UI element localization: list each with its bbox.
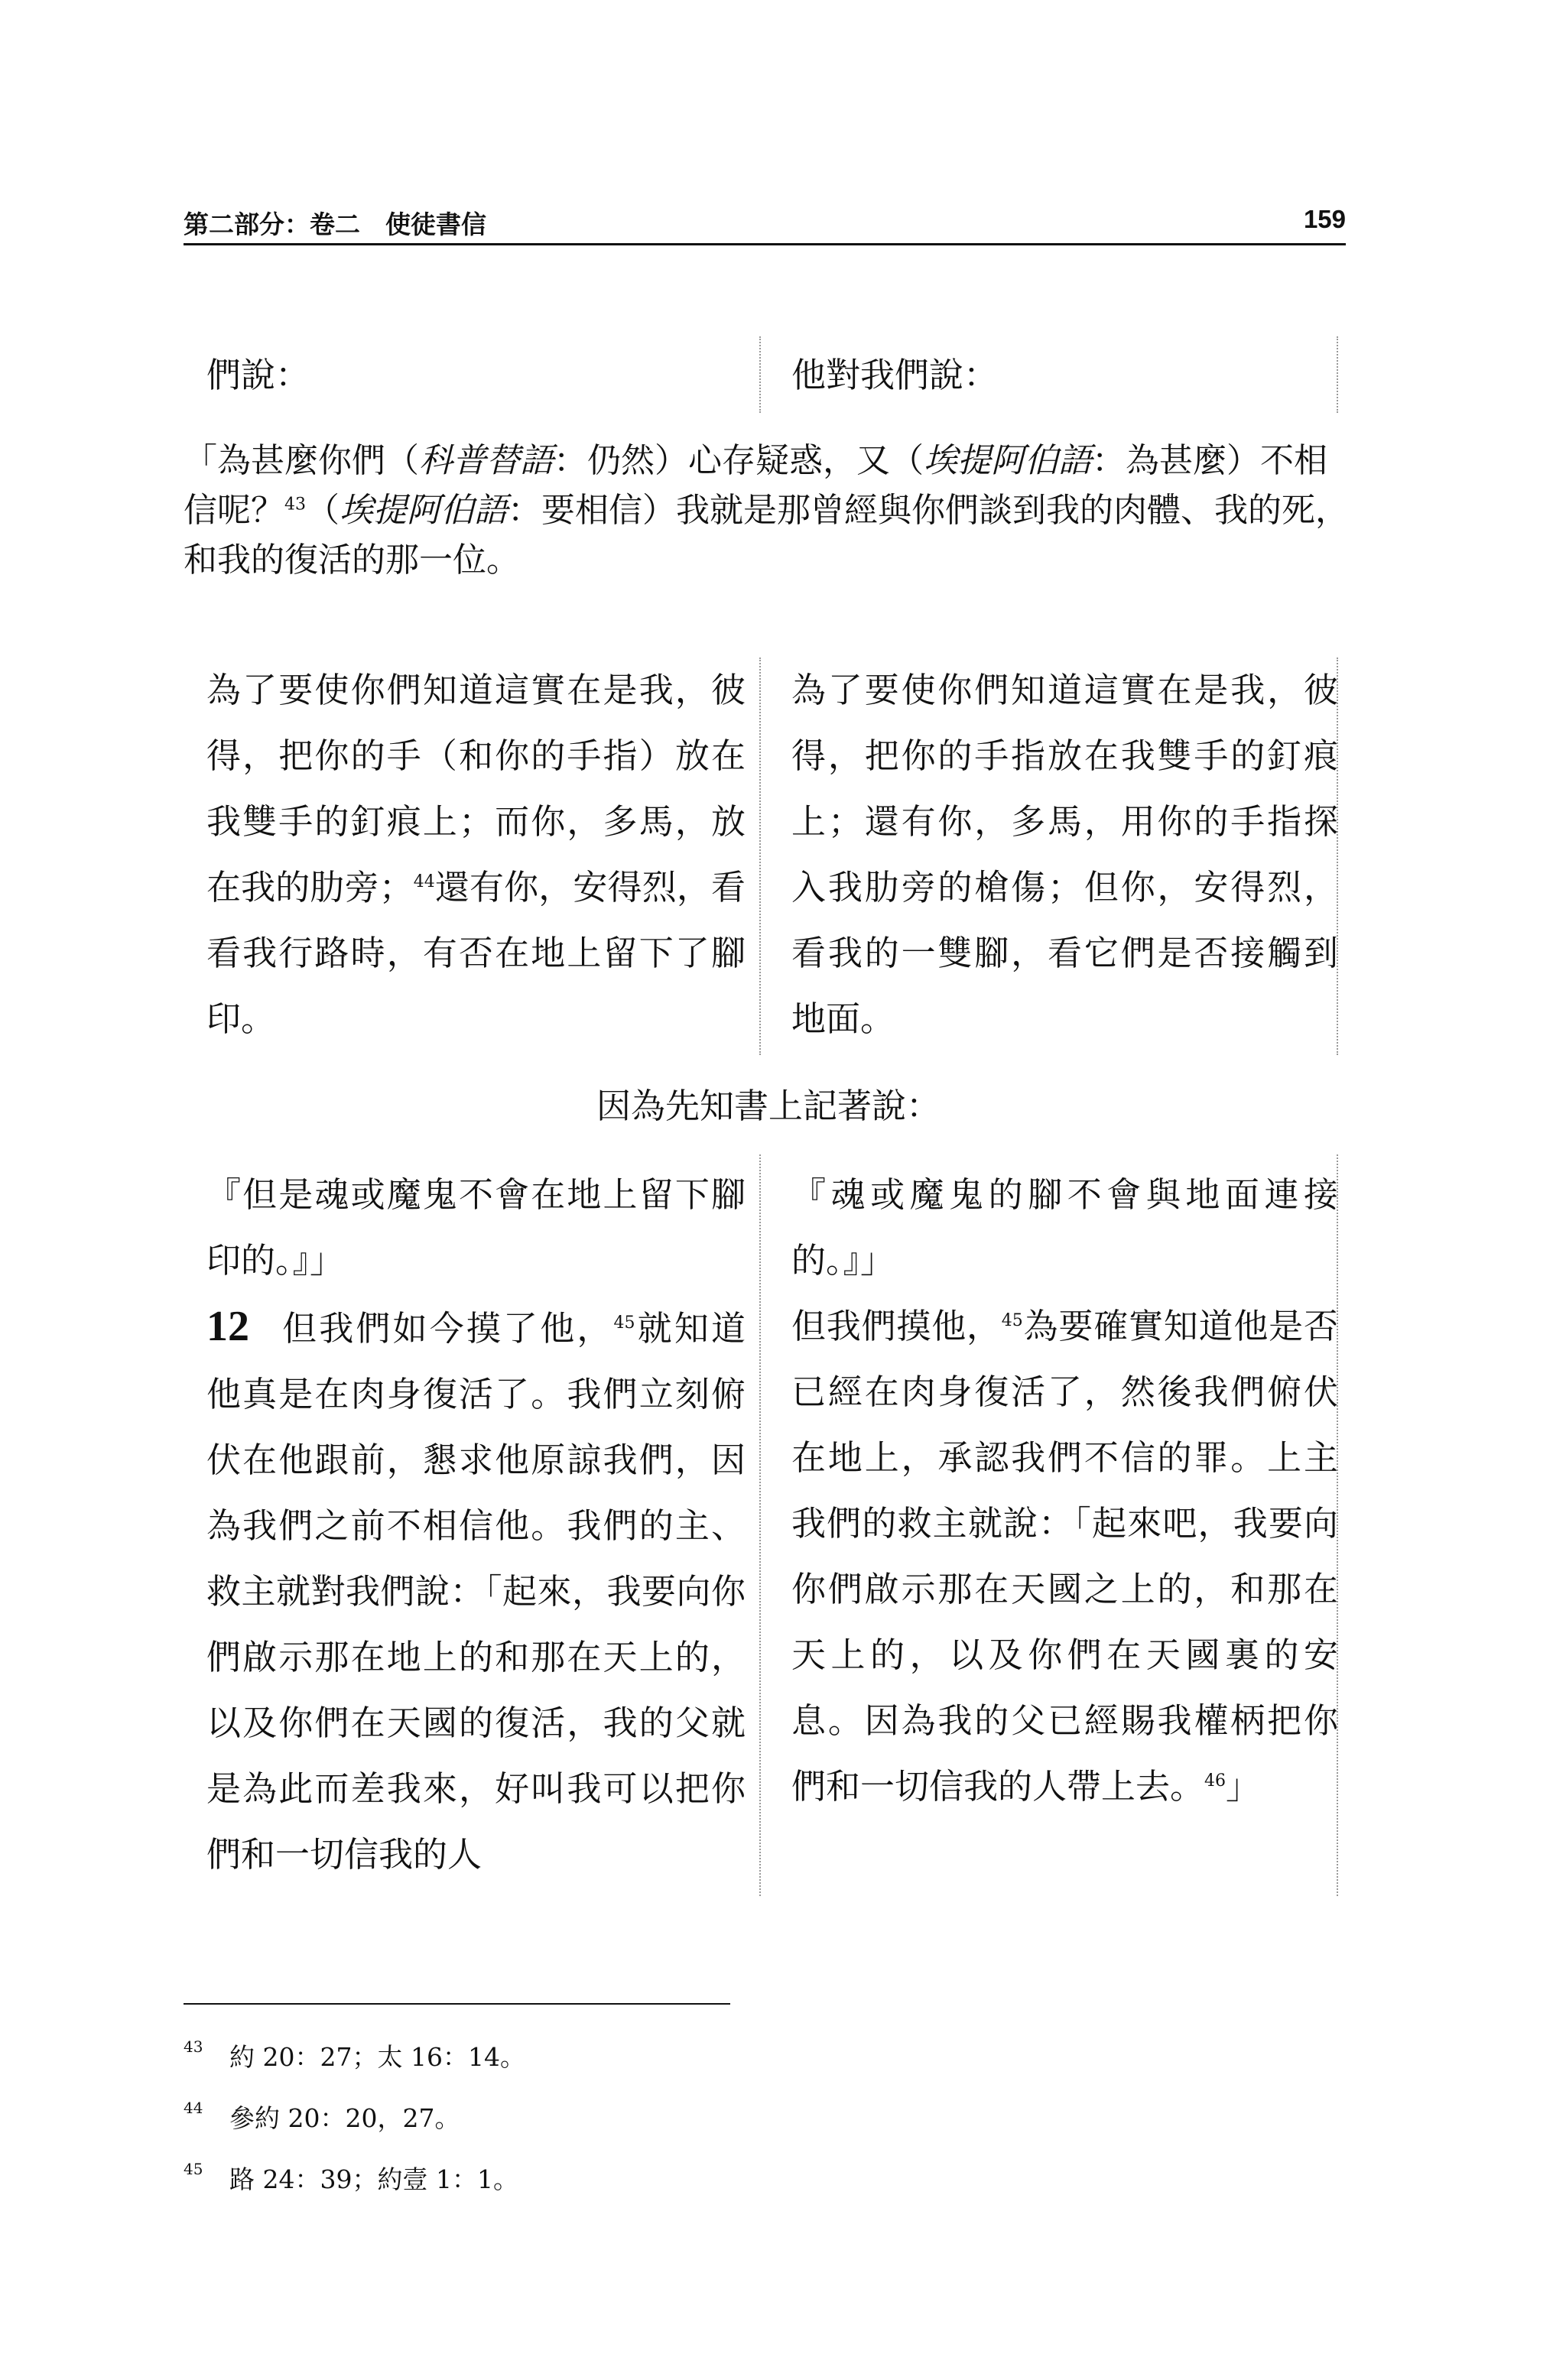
- footnote-ref-43: 43: [284, 495, 306, 515]
- footnote-ref-44: 44: [413, 872, 435, 891]
- column-divider-top: [759, 336, 761, 413]
- footnote-ref-46: 46: [1204, 1771, 1226, 1791]
- page-number: 159: [1303, 205, 1346, 233]
- footnote-ref-45-right: 45: [1001, 1311, 1023, 1330]
- footnote-45: 45 路 24：39；約壹 1：1。: [184, 2160, 518, 2194]
- center-line: 因為先知書上記著說：: [596, 1086, 941, 1126]
- intro-right: 他對我們說：: [791, 355, 999, 395]
- block1-left: 為了要使你們知道這實在是我，彼得，把你的手（和你的手指）放在我雙手的釘痕上；而你，多馬，放在我的肋旁；$^{44}$還有你，安得烈，看看我行路時，有否在地上留下了腳印。: [206, 670, 746, 1039]
- column-divider-bottom: [759, 1154, 761, 1896]
- column-divider-middle: [759, 658, 761, 1055]
- footnote-43: 43 約 20：27；太 16：14。: [184, 2037, 525, 2072]
- intro-left: 們說：: [206, 355, 310, 395]
- footnote-44: 44 參約 20：20，27。: [184, 2099, 460, 2133]
- running-header: [184, 205, 1346, 245]
- right-quote: 『魂或魔鬼的腳不會與地面連接的。』」: [791, 1174, 1338, 1281]
- left-quote: 『但是魂或魔鬼不會在地上留下腳印的。』」: [206, 1174, 746, 1281]
- footnote-rule: [184, 2003, 730, 2005]
- block2-left: 『但是魂或魔鬼不會在地上留下腳印的。』」 12 但我們如今摸了他，$^{45}$就知道他真是在肉身復活了。我們立刻俯伏在他跟前，懇求他原諒我們，因為我們之前不相信他。我們的主、救主就對我們說：「起來，我要向你們啟示那在地上的和那在天上的，以及你們在天國的復活，我的父就是為此而差我來，好叫我可以把你們和一切信我的人: [206, 1174, 746, 1875]
- section-title: 第二部分：卷二 使徒書信: [184, 209, 486, 239]
- footnote-ref-45: 45: [613, 1313, 635, 1333]
- chapter-number: 12: [206, 1303, 249, 1350]
- shared-passage: 「為甚麼你們（科普替語：仍然）心存疑惑，又（埃提阿伯語：為甚麼）不相信呢？$^{43}$（埃提阿伯語：要相信）我就是那曾經與你們談到我的肉體、我的死，和我的復活的那一位。: [184, 441, 1349, 580]
- block1-right: 為了要使你們知道這實在是我，彼得，把你的手指放在我雙手的釘痕上；還有你，多馬，用你的手指探入我肋旁的槍傷；但你，安得烈，看我的一雙腳，看它們是否接觸到地面。: [791, 670, 1338, 1039]
- block2-right: 『魂或魔鬼的腳不會與地面連接的。』」 但我們摸他，$^{45}$為要確實知道他是否已經在肉身復活了，然後我們俯伏在地上，承認我們不信的罪。上主我們的救主就說：「起來吧，我要向你們啟示那在天國之上的，和那在天上的，以及你們在天國裏的安息。因為我的父已經賜我權柄把你們和一切信我的人帶上去。$^{46}$」: [791, 1174, 1338, 1807]
